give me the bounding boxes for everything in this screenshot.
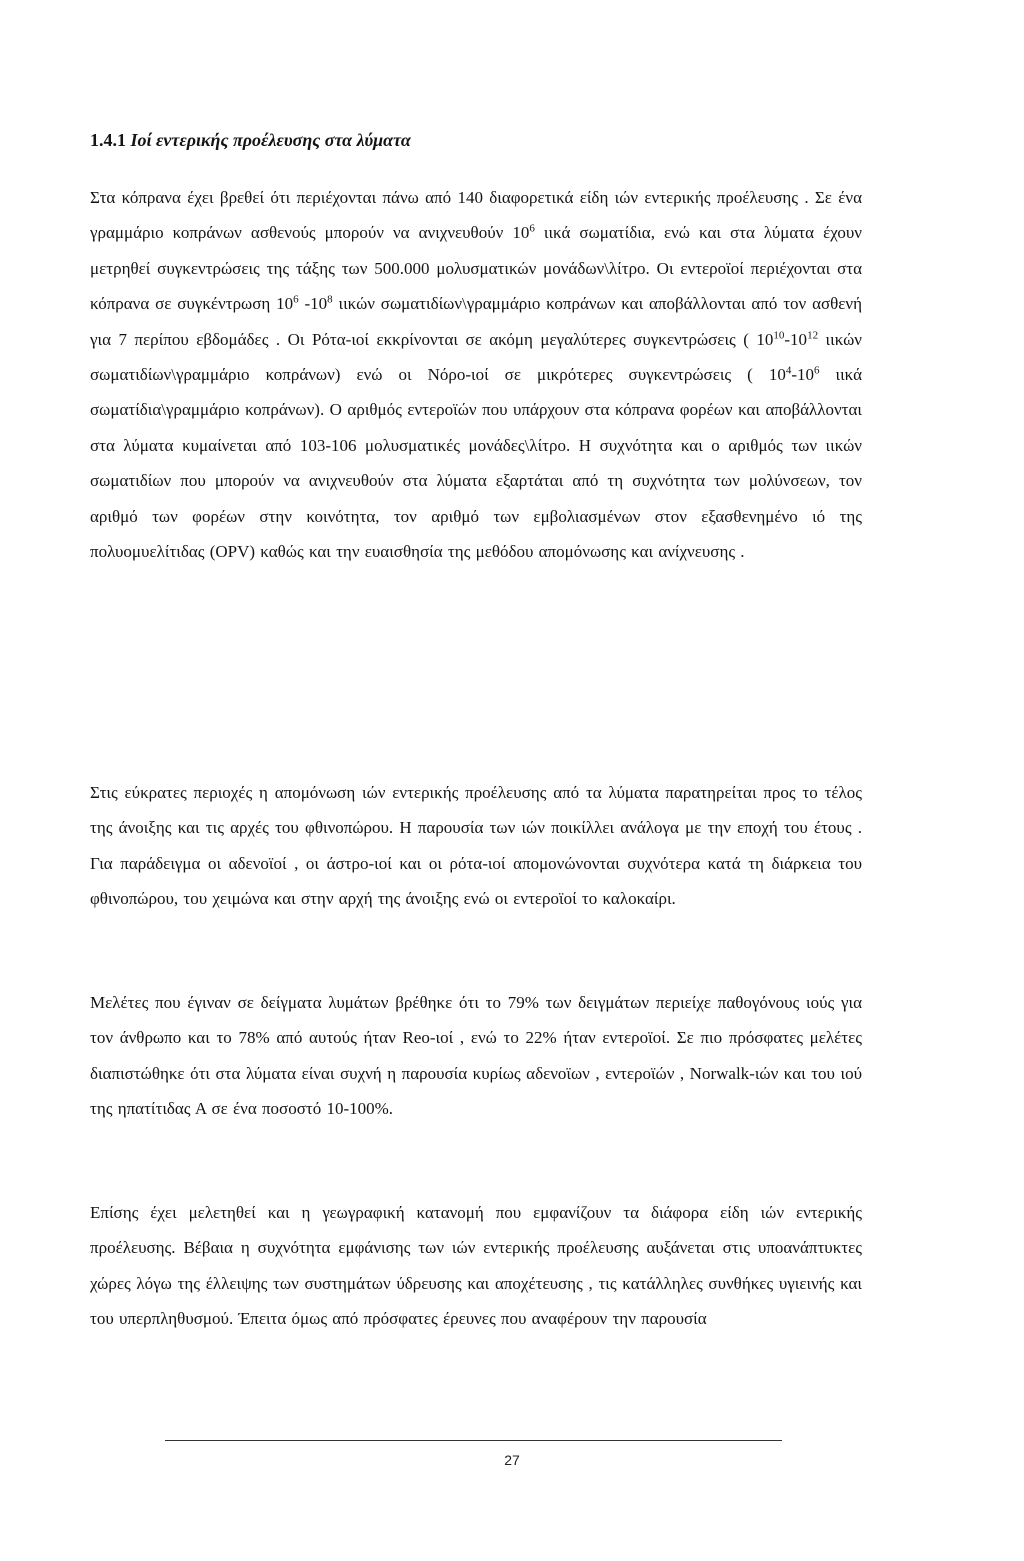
section-heading: [90, 126, 862, 154]
footer-divider: [165, 1440, 782, 1441]
paragraph-geographic-distribution: Επίσης έχει μελετηθεί και η γεωγραφική κατανομή που εμφανίζουν τα διάφορα είδη ιών εντερικής προέλευσης. Βέβαια η συχνότητα εμφάνισης των ιών εντερικής προέλευσης αυξάνεται στις υποανάπτυκτες χώρες λόγω της έλλειψης των συστημάτων ύδρευσης και αποχέτευσης , τις κατάλληλες συνθήκες υγιεινής και του υπερπληθυσμού. Έπειτα όμως από πρόσφατες έρευνες που αναφέρουν την παρουσία: [90, 1203, 862, 1329]
p1-text-1: Στα κόπρανα έχει βρεθεί ότι περιέχονται πάνω από 140 διαφορετικά είδη ιών εντερικής προέλευσης . Σε ένα γραμμάριο κοπράνων ασθενούς μπορούν να ανιχνευθούν 10: [90, 188, 862, 243]
p1-text-8: ιικά σωματίδια\γραμμάριο κοπράνων). Ο αριθμός εντεροϊών που υπάρχουν στα κόπρανα φορέων και αποβάλλονται στα λύματα κυμαίνεται από 103-106 μολυσματικές μονάδες\λίτρο. Η συχνότητα και ο αριθμός των ιικών σωματιδίων που μπορούν να ανιχνευθούν στα λύματα εξαρτάται από τη συχνότητα των μολύνσεων, τον αριθμό των φορέων στην κοινότητα, τον αριθμό των εμβολιασμένων στον εξασθενημένο ιό της πολυομυελίτιδας (OPV) καθώς και την ευαισθησία της μεθόδου απομόνωσης και ανίχνευσης .: [90, 365, 862, 562]
p1-text-7: -10: [791, 365, 814, 385]
p1-exponent-5: 12: [807, 328, 819, 341]
p1-text-2: ιικά σωματίδια, ενώ και στα λύματα έχουν μετρηθεί συγκεντρώσεις της τάξης των 500.000 μολυσματικών μονάδων\λίτρο. Οι εντεροϊοί περιέχονται στα κόπρανα σε συγκέντρωση 10: [90, 223, 862, 314]
p1-text-6: ιικών σωματιδίων\γραμμάριο κοπράνων) ενώ οι Νόρο-ιοί σε μικρότερες συγκεντρώσεις ( 10: [90, 329, 862, 385]
p1-exponent-7: 6: [814, 364, 820, 377]
p1-exponent-2: 6: [293, 293, 299, 306]
paragraph-enteric-viruses-concentrations: [90, 180, 862, 569]
section-number: 1.4.1: [90, 130, 126, 150]
page-number: 27: [504, 1452, 520, 1468]
p1-text-5: -10: [784, 329, 808, 349]
paragraph-seasonality: Στις εύκρατες περιοχές η απομόνωση ιών εντερικής προέλευσης από τα λύματα παρατηρείται προς το τέλος της άνοιξης και τις αρχές του φθινοπώρου. Η παρουσία των ιών ποικίλλει ανάλογα με την εποχή του έτους . Για παράδειγμα οι αδενοϊοί , οι άστρο-ιοί και οι ρότα-ιοί απομονώνονται συχνότερα κατά τη διάρκεια του φθινοπώρου, του χειμώνα και στην αρχή της άνοιξης ενώ οι εντεροϊοί το καλοκαίρι.: [90, 783, 862, 909]
section-title: Ιοί εντερικής προέλευσης στα λύματα: [130, 130, 411, 150]
p1-text-3: -10: [298, 294, 328, 314]
p1-text-4: ιικών σωματιδίων\γραμμάριο κοπράνων και αποβάλλονται από τον ασθενή για 7 περίπου εβδομάδες . Οι Ρότα-ιοί εκκρίνονται σε ακόμη μεγαλύτερες συγκεντρώσεις ( 10: [90, 294, 862, 349]
p1-exponent-1: 6: [529, 222, 535, 235]
p1-exponent-6: 4: [785, 364, 792, 377]
p1-exponent-4: 10: [773, 328, 785, 341]
p1-exponent-3: 8: [327, 293, 333, 306]
paragraph-studies: Μελέτες που έγιναν σε δείγματα λυμάτων βρέθηκε ότι το 79% των δειγμάτων περιείχε παθογόνους ιούς για τον άνθρωπο και το 78% από αυτούς ήταν Reo-ιοί , ενώ το 22% ήταν εντεροϊοί. Σε πιο πρόσφατες μελέτες διαπιστώθηκε ότι στα λύματα είναι συχνή η παρουσία κυρίως αδενοϊων , εντεροϊών , Norwalk-ιών και του ιού της ηπατίτιδας Α σε ένα ποσοστό 10-100%.: [90, 993, 862, 1119]
